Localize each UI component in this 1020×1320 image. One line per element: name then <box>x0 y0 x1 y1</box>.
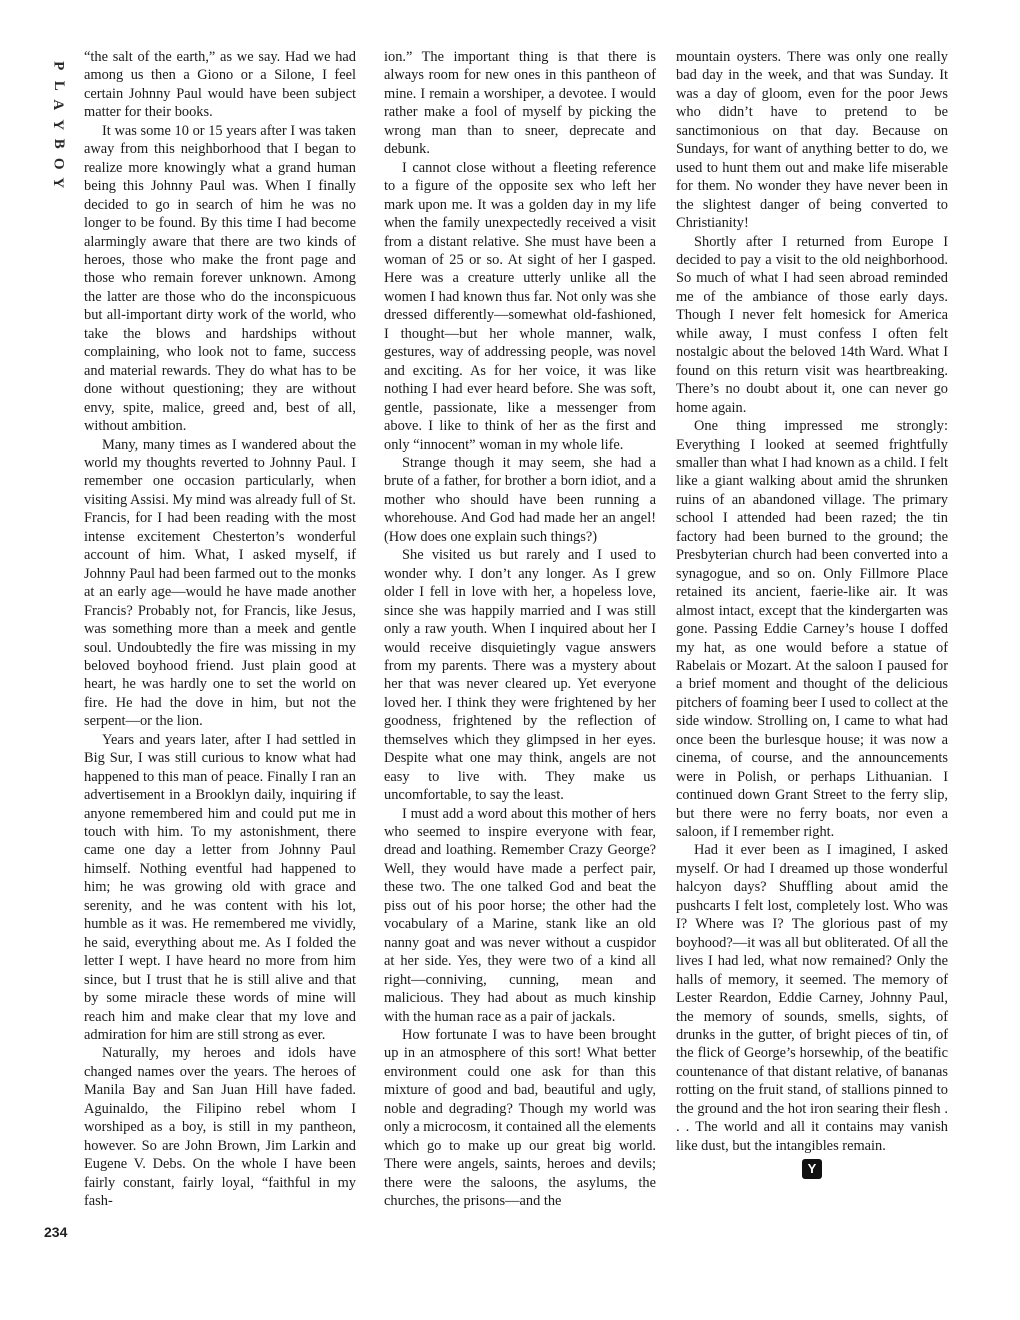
running-head-letter: Y <box>50 177 67 189</box>
paragraph: Naturally, my heroes and idols have changed names over the years. The heroes of Manila Bay and San Juan Hill have faded. Aguinaldo, the Filipino rebel whom I worshiped as a boy, is still in my pantheon, however. So are John Brown, Jim Larkin and Eugene V. Debs. On the whole I have been fairly constant, fairly loyal, “faithful in my fash- <box>84 1045 356 1210</box>
paragraph: I must add a word about this mother of hers who seemed to inspire everyone with fear, dread and loathing. Remember Crazy George? Well, they would have made a perfect pair, these two. The one talked God and beat the piss out of his poor horse; the other had the vocabulary of a Marine, stank like an old nanny goat and was never without a cuspidor at her side. Yes, they were two of a kind all right—conniving, cunning, mean and malicious. They had about as much kinship with the human race as a pair of jackals. <box>384 805 656 1025</box>
paragraph: Shortly after I returned from Europe I decided to pay a visit to the old neighborhood. So much of what I had seen abroad reminded me of the ambiance of those early days. Though I never felt homesick for America while away, I must confess I often felt nostalgic about the beloved 14th Ward. What I found on this return visit was heartbreaking. There’s no doubt about it, one can never go home again. <box>676 233 948 416</box>
running-head-letter: A <box>50 99 67 111</box>
paragraph: Had it ever been as I imagined, I asked myself. Or had I dreamed up those wonderful halcyon days? Shuffling about amid the pushcarts I felt lost, completely lost. Who was I? Where was I? The glorious past of my boyhood?—it was all but obliterated. Of all the lives I had led, what now remained? Only the halls of memory, it seemed. The memory of Lester Reardon, Eddie Carney, Johnny Paul, the memory of sounds, smells, sights, of drunks in the gutter, of bright pieces of tin, of the flick of George’s horsewhip, of the beatific countenance of that distant relative, of bananas rotting on the fruit stand, of stallions pinned to the ground and the hot iron searing their flesh . . . The world and all it contains may vanish like dust, but the intangibles remain. <box>676 842 948 1154</box>
running-head-letter: L <box>50 80 67 91</box>
paragraph: mountain oysters. There was only one really bad day in the week, and that was Sunday. It was a day of gloom, even for the poor Jews who didn’t have to pretend to be sanctimonious on that day. Because on Sundays, for want of anything better to do, we used to hunt them out and make life miserable for them. No wonder they have never been in the slightest danger of being converted to Christianity! <box>676 49 948 232</box>
paragraph: Years and years later, after I had settled in Big Sur, I was still curious to know what had happened to this man of peace. Finally I ran an advertisement in a Brooklyn daily, inquiring if anyone remembered him and could put me in touch with him. To my astonishment, there came one day a letter from Johnny Paul himself. Nothing eventful had happened to him; he was growing old with grace and serenity, and he was content with his lot, humble as it was. He remembered me vividly, he said, everything about me. As I folded the letter I wept. I have heard no more from him since, but I trust that he is still alive and that by some miracle these words of mine will reach him and make clear that my love and admiration for him are still strong as ever. <box>84 731 356 1044</box>
paragraph: It was some 10 or 15 years after I was taken away from this neighborhood that I began to realize more knowingly what a grand human being this Johnny Paul was. When I finally decided to go in search of him he was no longer to be found. By this time I had become alarmingly aware that there are two kinds of heroes, those who make the front page and those who remain forever unknown. Among the latter are those who do the inconspicuous but all-important dirty work of the world, who take the blows and hardships without complaining, who look not to fame, success and material rewards. They do what has to be done without questioning; they are without envy, spite, malice, greed and, best of all, without ambition. <box>84 122 356 435</box>
paragraph: ion.” The important thing is that there is always room for new ones in this pantheon of mine. I remain a worshiper, a devotee. I would rather make a fool of myself by picking the wrong man than to sneer, deprecate and debunk. <box>384 49 656 158</box>
running-head-letter: Y <box>50 118 67 130</box>
running-head-letter: B <box>50 138 67 149</box>
running-head <box>50 56 67 193</box>
article-column-2 <box>384 48 656 1211</box>
paragraph: One thing impressed me strongly: Everything I looked at seemed frightfully smaller than what I had known as a child. I felt like a giant walking about amid the shrunken ruins of an abandoned village. The primary school I attended had been razed; the tin factory had been burned to the ground; the Presbyterian church had been converted into a synagogue, and so on. Only Fillmore Place retained its ancient, faerie-like air. It was almost intact, except that the kindergarten was gone. Passing Eddie Carney’s house I doffed my hat, as one would before a statue of Rabelais or Mozart. At the saloon I paused for a brief moment and thought of the delicious pitchers of foaming beer I used to collect at the side window. Strolling on, I came to what had once been the burlesque house; it was now a cinema, of course, and the announcements were in Polish, or perhaps Lithuanian. I continued down Grant Street to the ferry slip, but there were no ferry boats, nor even a saloon, if I remember right. <box>676 418 948 841</box>
page-number: 234 <box>44 1224 68 1240</box>
paragraph: Strange though it may seem, she had a brute of a father, for brother a born idiot, and a mother who should have been running a whorehouse. And God had made her an angel! (How does one explain such things?) <box>384 454 656 545</box>
paragraph: Many, many times as I wandered about the world my thoughts reverted to Johnny Paul. I remember one occasion particularly, when visiting Assisi. My mind was already full of St. Francis, for I had been reading with the most intense excitement Chesterton’s wonderful account of him. What, I asked myself, if Johnny Paul had been farmed out to the monks at an early age—would he have made another Francis? Probably not, for Francis, like Jesus, was something more than a meek and gentle soul. Undoubtedly the fire was missing in my beloved boyhood friend. Just plain good at heart, he was hardly one to set the world on fire. He had the dove in him, but not the serpent—or the lion. <box>84 436 356 730</box>
end-of-article-icon: Y <box>802 1159 822 1179</box>
paragraph: She visited us but rarely and I used to wonder why. I don’t any longer. As I grew older I fell in love with her, a hopeless love, since she was happily married and I was still only a raw youth. When I inquired about her I would receive disquietingly vague answers from my parents. There was a mystery about her that was never cleared up. Yet everyone loved her. I think they were frightened by her goodness, frightened by the reflection of themselves which they glimpsed in her eyes. Despite what one may think, angels are not easy to live with. They make us uncomfortable, to say the least. <box>384 547 656 804</box>
running-head-letter: P <box>50 61 67 71</box>
article-column-1 <box>84 48 356 1211</box>
paragraph: How fortunate I was to have been brought up in an atmosphere of this sort! What better environment could one ask for than this mixture of good and bad, beautiful and ugly, noble and degrading? Though my world was only a microcosm, it contained all the elements which go to make up our great big world. There were angels, saints, heroes and devils; there were the saloons, the asylums, the churches, the prisons—and the <box>384 1027 656 1210</box>
article-column-3 <box>676 48 948 1179</box>
paragraph: “the salt of the earth,” as we say. Had we had among us then a Giono or a Silone, I feel certain Johnny Paul would have been subject matter for their books. <box>84 49 356 121</box>
running-head-letter: O <box>50 157 67 170</box>
paragraph: I cannot close without a fleeting reference to a figure of the opposite sex who left her mark upon me. It was a golden day in my life when the family unexpectedly received a visit from a distant relative. She must have been a woman of 25 or so. At sight of her I gasped. Here was a creature utterly unlike all the women I had known thus far. Not only was she dressed differently—somewhat old-fashioned, I thought—but her whole manner, walk, gestures, way of addressing people, was novel and exciting. As for her voice, it was like nothing I had ever heard before. She was soft, gentle, passionate, like a messenger from above. I like to think of her as the first and only “innocent” woman in my whole life. <box>384 159 656 453</box>
